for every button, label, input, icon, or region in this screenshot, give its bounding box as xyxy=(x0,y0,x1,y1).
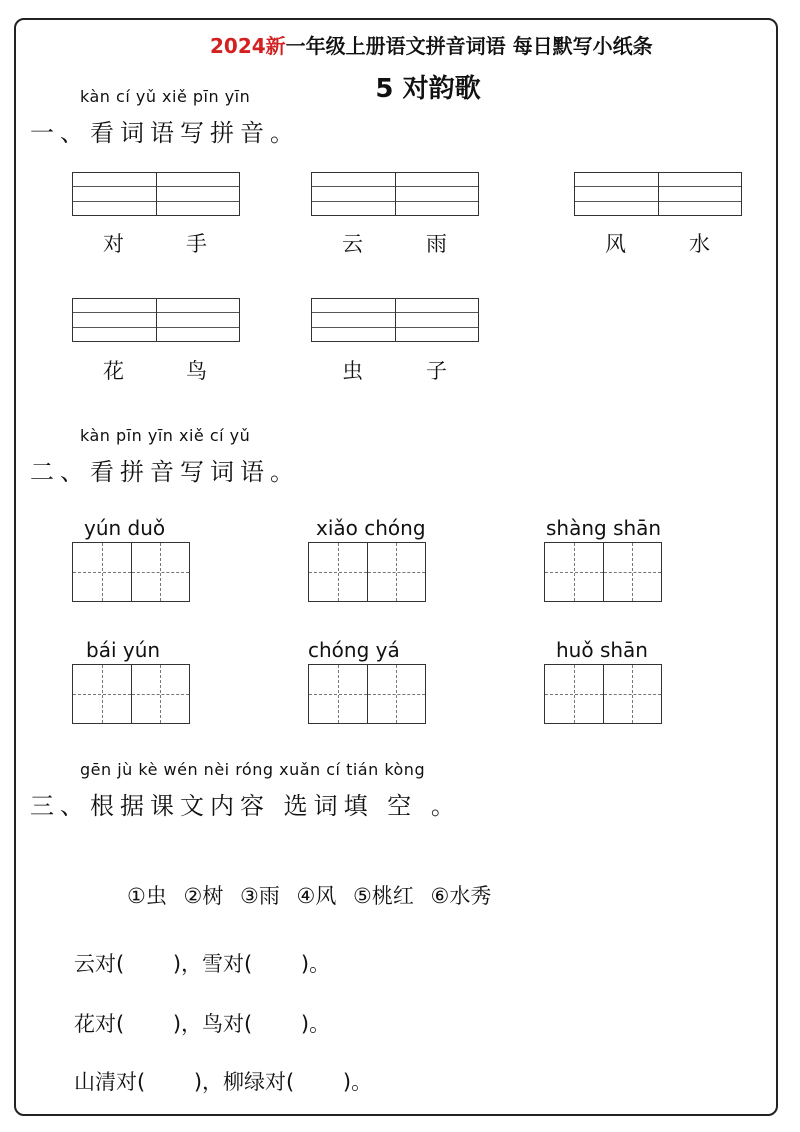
word-char: 对 xyxy=(103,232,124,256)
tianzige-box[interactable] xyxy=(72,664,190,724)
tianzige-box[interactable] xyxy=(544,664,662,724)
section3-pinyin-hint: gēn jù kè wén nèi róng xuǎn cí tián kòng xyxy=(80,760,426,779)
pinyin-label: yún duǒ xyxy=(84,516,166,540)
fill-blank-line[interactable]: 花对( )，鸟对( )。 xyxy=(74,1012,331,1036)
word-char: 花 xyxy=(103,359,124,383)
word-char: 手 xyxy=(186,232,207,256)
pinyin-label: bái yún xyxy=(86,638,161,662)
word-options: ①虫 ②树 ③雨 ④风 ⑤桃红 ⑥水秀 xyxy=(127,884,492,908)
pinyin-writing-box[interactable] xyxy=(72,298,240,342)
fill-blank-line[interactable]: 云对( )，雪对( )。 xyxy=(74,952,331,976)
word-char: 子 xyxy=(426,359,447,383)
pinyin-writing-box[interactable] xyxy=(72,172,240,216)
word-char: 鸟 xyxy=(186,359,207,383)
tianzige-box[interactable] xyxy=(72,542,190,602)
pinyin-label: huǒ shān xyxy=(556,638,648,662)
word-char: 水 xyxy=(689,232,710,256)
word-char: 虫 xyxy=(342,359,363,383)
section2-pinyin-hint: kàn pīn yīn xiě cí yǔ xyxy=(80,426,251,445)
pinyin-label: shàng shān xyxy=(546,516,662,540)
section1-heading: 一、看词语写拼音。 xyxy=(30,119,300,147)
pinyin-writing-box[interactable] xyxy=(311,298,479,342)
pinyin-label: xiǎo chóng xyxy=(316,516,426,540)
tianzige-box[interactable] xyxy=(544,542,662,602)
word-char: 云 xyxy=(342,232,363,256)
word-char: 雨 xyxy=(426,232,447,256)
page-title: 2024新一年级上册语文拼音词语 每日默写小纸条 xyxy=(210,34,653,58)
pinyin-label: chóng yá xyxy=(308,638,400,662)
section1-pinyin-hint: kàn cí yǔ xiě pīn yīn xyxy=(80,87,251,106)
fill-blank-line[interactable]: 山清对( )，柳绿对( )。 xyxy=(74,1070,373,1094)
tianzige-box[interactable] xyxy=(308,542,426,602)
section3-heading: 三、根据课文内容 选词填 空 。 xyxy=(30,792,461,820)
pinyin-writing-box[interactable] xyxy=(311,172,479,216)
word-char: 风 xyxy=(605,232,626,256)
section2-heading: 二、看拼音写词语。 xyxy=(30,458,300,486)
lesson-title: 5 对韵歌 xyxy=(375,74,481,104)
tianzige-box[interactable] xyxy=(308,664,426,724)
pinyin-writing-box[interactable] xyxy=(574,172,742,216)
